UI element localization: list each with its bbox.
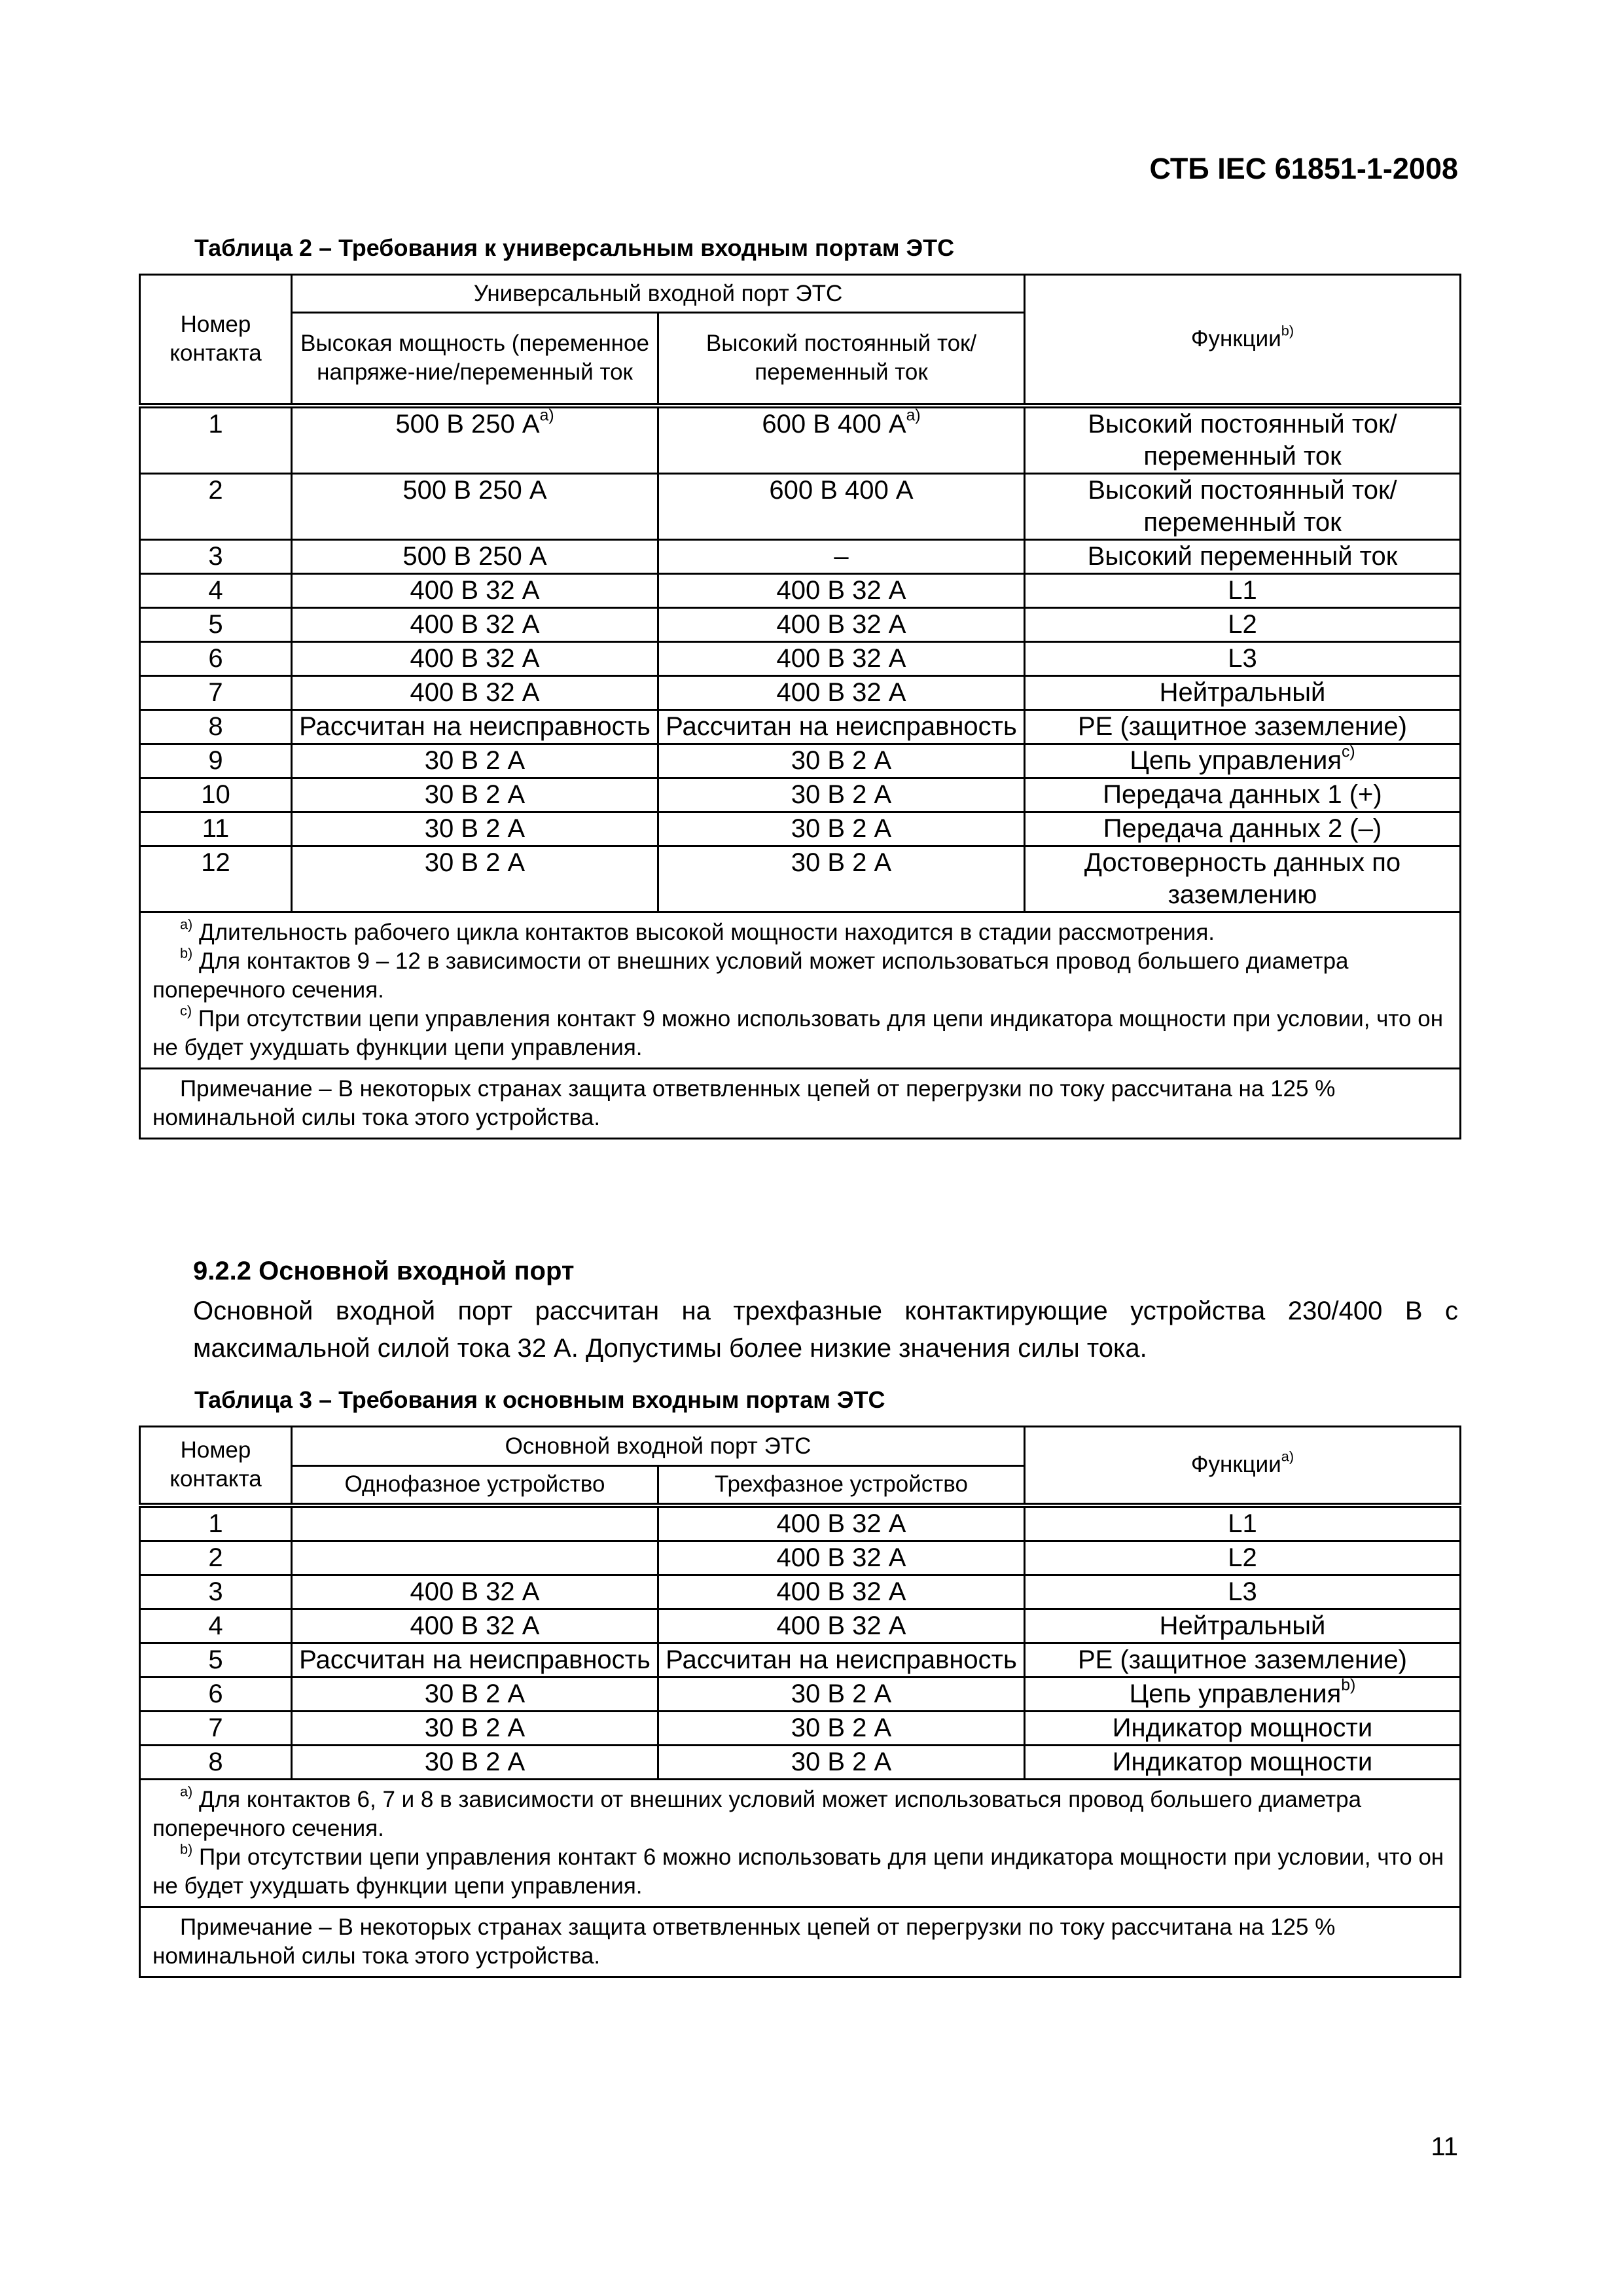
table3-note: Примечание – В некоторых странах защита ответвленных цепей от перегрузки по току рассчитана на 125 % номинальной силы тока этого устройства. bbox=[140, 1907, 1461, 1977]
table2-body bbox=[140, 406, 1461, 912]
table2-header-high-power: Высокая мощность (переменное напряже-ние/переменный ток bbox=[292, 313, 658, 406]
table3-row bbox=[140, 1505, 1461, 1541]
function: L2 bbox=[1025, 1541, 1461, 1575]
table2-row bbox=[140, 607, 1461, 641]
three-phase-rating: 400 В 32 А bbox=[658, 1541, 1025, 1575]
table2-footnote-b: $^{b)}$ Для контактов 9 – 12 в зависимости от внешних условий может использоваться провод большего диаметра поперечного сечения. bbox=[152, 944, 1349, 1003]
contact-number: 2 bbox=[140, 1541, 292, 1575]
high-dc-rating: 30 В 2 А bbox=[658, 744, 1025, 778]
high-dc-rating: – bbox=[658, 539, 1025, 573]
high-power-rating: 30 В 2 А bbox=[292, 778, 658, 812]
table3-footnote-a: $^{a)}$ Для контактов 6, 7 и 8 в зависимости от внешних условий может использоваться провод большего диаметра поперечного сечения. bbox=[152, 1783, 1362, 1841]
high-power-rating: 30 В 2 А bbox=[292, 846, 658, 912]
three-phase-rating: 400 В 32 А bbox=[658, 1505, 1025, 1541]
table2-row bbox=[140, 812, 1461, 846]
table2-row bbox=[140, 539, 1461, 573]
contact-number: 4 bbox=[140, 573, 292, 607]
contact-number: 5 bbox=[140, 1643, 292, 1677]
table3-row bbox=[140, 1677, 1461, 1711]
three-phase-rating: 400 В 32 А bbox=[658, 1575, 1025, 1609]
table2-header-function: Функции$^{b)}$ bbox=[1025, 275, 1461, 406]
table2-footnote-a: $^{a)}$ Длительность рабочего цикла контактов высокой мощности находится в стадии рассмотрения. bbox=[180, 916, 1215, 945]
contact-number: 3 bbox=[140, 539, 292, 573]
high-power-rating: 500 В 250 $А^{a)}$ bbox=[292, 406, 658, 474]
single-phase-rating: 400 В 32 А bbox=[292, 1575, 658, 1609]
table3-row bbox=[140, 1745, 1461, 1779]
contact-number: 6 bbox=[140, 1677, 292, 1711]
contact-number: 7 bbox=[140, 675, 292, 709]
function: Высокий переменный ток bbox=[1025, 539, 1461, 573]
function: Цепь управления$^{b)}$ bbox=[1025, 1677, 1461, 1711]
single-phase-rating: 30 В 2 А bbox=[292, 1745, 658, 1779]
table3-caption: Таблица 3 – Требования к основным входным портам ЭТС bbox=[194, 1386, 885, 1413]
table3-row bbox=[140, 1541, 1461, 1575]
function: Высокий постоянный ток/переменный ток bbox=[1025, 406, 1461, 474]
single-phase-rating: 400 В 32 А bbox=[292, 1609, 658, 1643]
high-dc-rating: 30 В 2 А bbox=[658, 778, 1025, 812]
contact-number: 6 bbox=[140, 641, 292, 675]
table2-caption: Таблица 2 – Требования к универсальным входным портам ЭТС bbox=[194, 234, 955, 261]
table3-header-group: Основной входной порт ЭТС bbox=[292, 1427, 1025, 1466]
table3-body bbox=[140, 1505, 1461, 1780]
contact-number: 4 bbox=[140, 1609, 292, 1643]
function: L2 bbox=[1025, 607, 1461, 641]
table3-header-contact: Номер контакта bbox=[140, 1427, 292, 1505]
high-power-rating: 500 В 250 А bbox=[292, 539, 658, 573]
table2-footnote-c: $^{c)}$ При отсутствии цепи управления контакт 9 можно использовать для цепи индикатора мощности при условии, что он не будет ухудшать функции цепи управления. bbox=[152, 1002, 1444, 1060]
table3-row bbox=[140, 1643, 1461, 1677]
high-power-rating: 400 В 32 А bbox=[292, 641, 658, 675]
table3-footnote-b: $^{b)}$ При отсутствии цепи управления контакт 6 можно использовать для цепи индикатора мощности при условии, что он не будет ухудшать функции цепи управления. bbox=[152, 1840, 1444, 1899]
table2-row bbox=[140, 573, 1461, 607]
single-phase-rating: Рассчитан на неисправность bbox=[292, 1643, 658, 1677]
table3-header-function: Функции$^{a)}$ bbox=[1025, 1427, 1461, 1505]
section-title: 9.2.2 Основной входной порт bbox=[193, 1257, 575, 1285]
contact-number: 7 bbox=[140, 1711, 292, 1745]
table3-header-single: Однофазное устройство bbox=[292, 1466, 658, 1505]
table2-row bbox=[140, 675, 1461, 709]
function: Достоверность данных по заземлению bbox=[1025, 846, 1461, 912]
page-number: 11 bbox=[1431, 2132, 1458, 2161]
contact-number: 1 bbox=[140, 1505, 292, 1541]
single-phase-rating bbox=[292, 1505, 658, 1541]
function: L1 bbox=[1025, 573, 1461, 607]
table2-row bbox=[140, 406, 1461, 474]
high-power-rating: 400 В 32 А bbox=[292, 607, 658, 641]
table3-row bbox=[140, 1609, 1461, 1643]
three-phase-rating: 30 В 2 А bbox=[658, 1677, 1025, 1711]
single-phase-rating: 30 В 2 А bbox=[292, 1677, 658, 1711]
table2-row bbox=[140, 709, 1461, 744]
three-phase-rating: 30 В 2 А bbox=[658, 1711, 1025, 1745]
table3-header-three: Трехфазное устройство bbox=[658, 1466, 1025, 1505]
contact-number: 12 bbox=[140, 846, 292, 912]
high-dc-rating: 30 В 2 А bbox=[658, 812, 1025, 846]
function: Нейтральный bbox=[1025, 1609, 1461, 1643]
document-header: СТБ IEC 61851-1-2008 bbox=[1149, 152, 1458, 185]
table2-row bbox=[140, 744, 1461, 778]
table2-header-high-dc: Высокий постоянный ток/переменный ток bbox=[658, 313, 1025, 406]
three-phase-rating: 30 В 2 А bbox=[658, 1745, 1025, 1779]
function: PE (защитное заземление) bbox=[1025, 1643, 1461, 1677]
function: Высокий постоянный ток/переменный ток bbox=[1025, 473, 1461, 539]
function: Передача данных 1 (+) bbox=[1025, 778, 1461, 812]
three-phase-rating: 400 В 32 А bbox=[658, 1609, 1025, 1643]
high-power-rating: 30 В 2 А bbox=[292, 744, 658, 778]
section-paragraph: Основной входной порт рассчитан на трехфазные контактирующие устройства 230/400 В с максимальной силой тока 32 А. Допустимы более низкие значения силы тока. bbox=[193, 1297, 1458, 1363]
table3-row bbox=[140, 1575, 1461, 1609]
function: L1 bbox=[1025, 1505, 1461, 1541]
high-dc-rating: 600 В 400 А bbox=[658, 473, 1025, 539]
single-phase-rating bbox=[292, 1541, 658, 1575]
contact-number: 3 bbox=[140, 1575, 292, 1609]
contact-number: 10 bbox=[140, 778, 292, 812]
table3-row bbox=[140, 1711, 1461, 1745]
table2-row bbox=[140, 846, 1461, 912]
function: L3 bbox=[1025, 641, 1461, 675]
three-phase-rating: Рассчитан на неисправность bbox=[658, 1643, 1025, 1677]
high-power-rating: 500 В 250 А bbox=[292, 473, 658, 539]
high-dc-rating: Рассчитан на неисправность bbox=[658, 709, 1025, 744]
table3-footnotes bbox=[140, 1779, 1461, 1907]
function: Индикатор мощности bbox=[1025, 1711, 1461, 1745]
function: Цепь управления$^{c)}$ bbox=[1025, 744, 1461, 778]
high-dc-rating: 400 В 32 А bbox=[658, 641, 1025, 675]
contact-number: 8 bbox=[140, 1745, 292, 1779]
single-phase-rating: 30 В 2 А bbox=[292, 1711, 658, 1745]
function: Индикатор мощности bbox=[1025, 1745, 1461, 1779]
function: Передача данных 2 (–) bbox=[1025, 812, 1461, 846]
contact-number: 1 bbox=[140, 406, 292, 474]
contact-number: 8 bbox=[140, 709, 292, 744]
high-dc-rating: 600 В 400 $А^{a)}$ bbox=[658, 406, 1025, 474]
table3 bbox=[139, 1426, 1461, 1978]
contact-number: 9 bbox=[140, 744, 292, 778]
table2-note: Примечание – В некоторых странах защита ответвленных цепей от перегрузки по току рассчитана на 125 % номинальной силы тока этого устройства. bbox=[140, 1068, 1461, 1138]
function: L3 bbox=[1025, 1575, 1461, 1609]
high-power-rating: Рассчитан на неисправность bbox=[292, 709, 658, 744]
high-dc-rating: 30 В 2 А bbox=[658, 846, 1025, 912]
table2-row bbox=[140, 641, 1461, 675]
high-power-rating: 30 В 2 А bbox=[292, 812, 658, 846]
function: PE (защитное заземление) bbox=[1025, 709, 1461, 744]
high-dc-rating: 400 В 32 А bbox=[658, 607, 1025, 641]
table2 bbox=[139, 274, 1461, 1139]
high-power-rating: 400 В 32 А bbox=[292, 675, 658, 709]
table2-row bbox=[140, 778, 1461, 812]
function: Нейтральный bbox=[1025, 675, 1461, 709]
table2-header-contact: Номер контакта bbox=[140, 275, 292, 406]
high-power-rating: 400 В 32 А bbox=[292, 573, 658, 607]
high-dc-rating: 400 В 32 А bbox=[658, 675, 1025, 709]
high-dc-rating: 400 В 32 А bbox=[658, 573, 1025, 607]
contact-number: 5 bbox=[140, 607, 292, 641]
contact-number: 2 bbox=[140, 473, 292, 539]
table2-row bbox=[140, 473, 1461, 539]
contact-number: 11 bbox=[140, 812, 292, 846]
table2-header-group: Универсальный входной порт ЭТС bbox=[292, 275, 1025, 313]
table2-footnotes bbox=[140, 912, 1461, 1068]
